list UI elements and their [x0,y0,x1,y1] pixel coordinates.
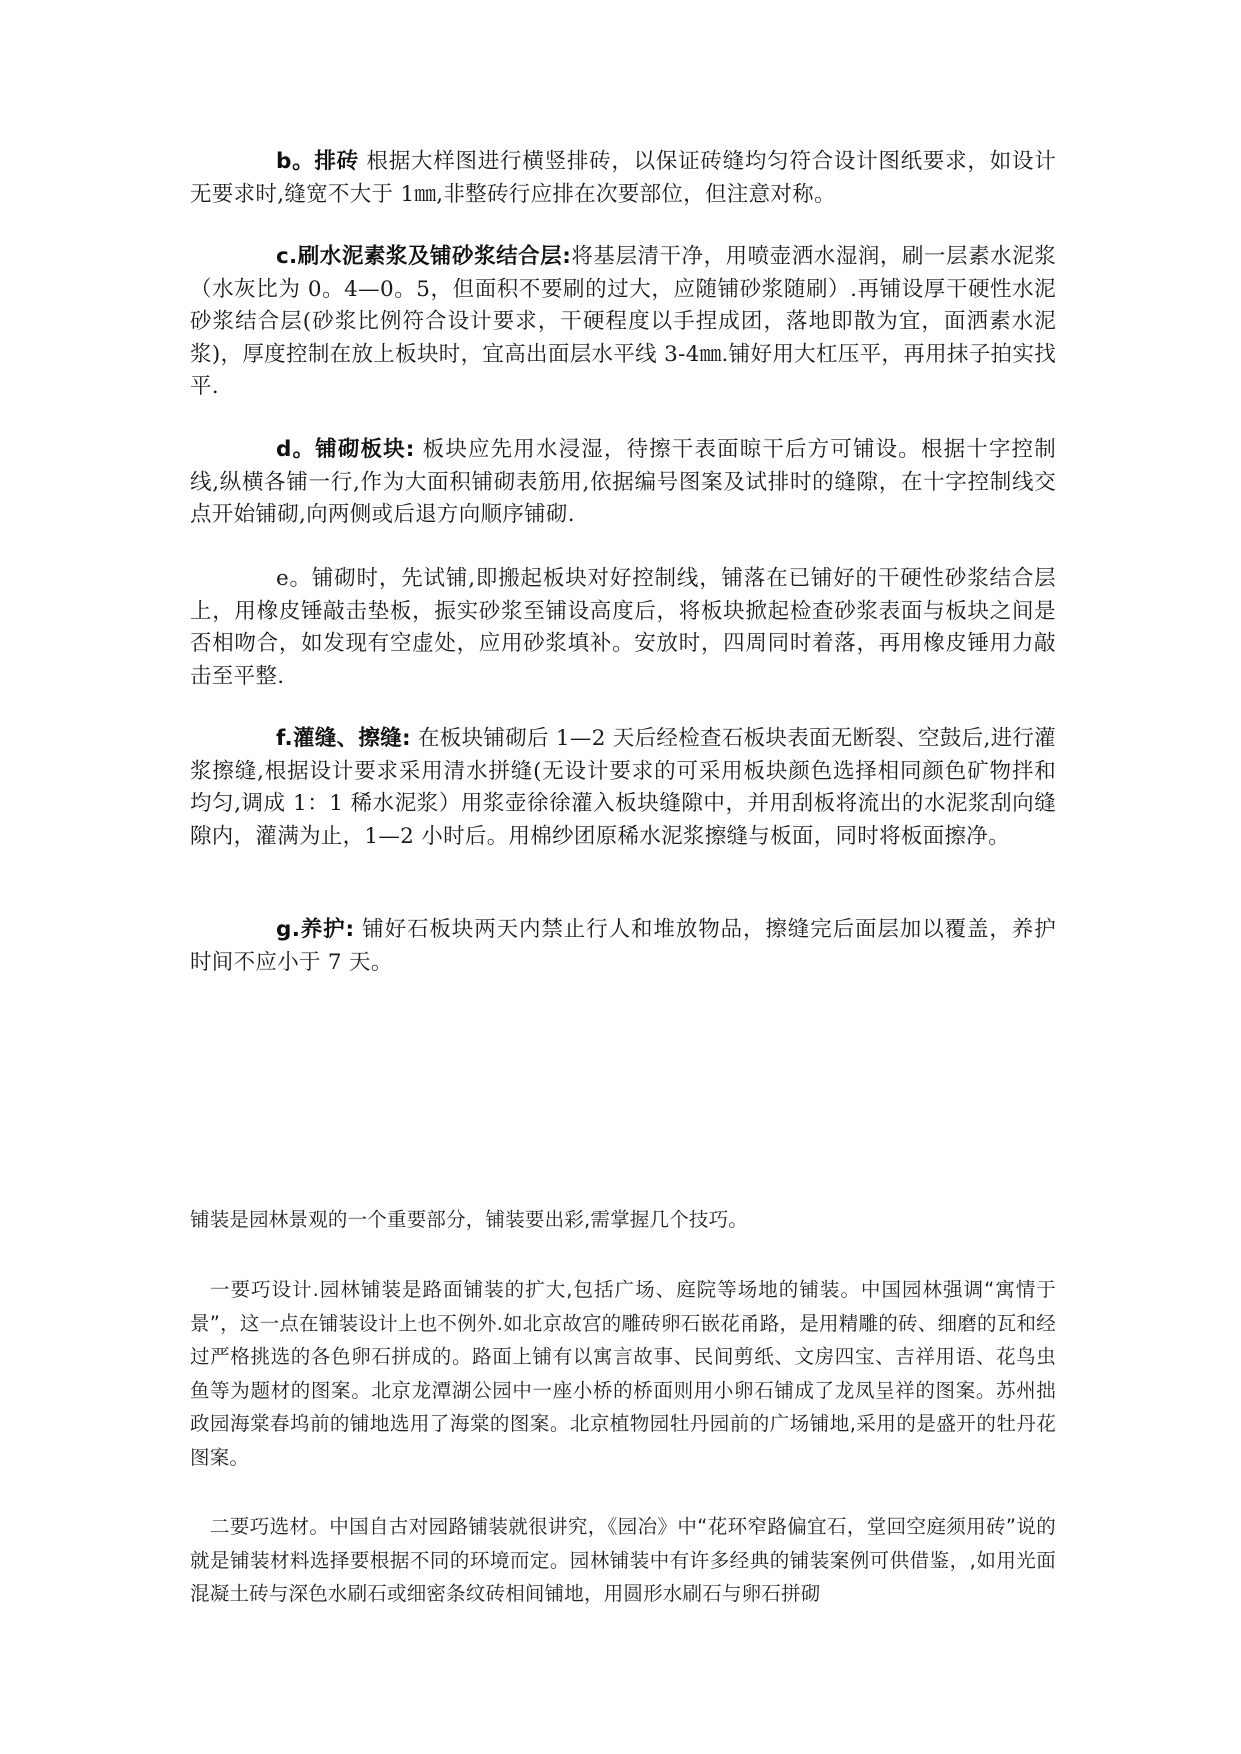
paragraph-e-text: e。铺砌时，先试铺,即搬起板块对好控制线，铺落在已铺好的干硬性砂浆结合层上，用橡皮锤敲击垫板，振实砂浆至铺设高度后，将板块掀起检查砂浆表面与板块之间是否相吻合，如发现有空虚处，应用砂浆填补。安放时，四周同时着落，再用橡皮锤用力敲击至平整. [190,566,1056,689]
paragraph-f [190,723,1056,853]
paragraph-f-text: 在板块铺砌后 1—2 天后经检查石板块表面无断裂、空鼓后,进行灌浆擦缝,根据设计要求采用清水拼缝(无设计要求的可采用板块颜色选择相同颜色矿物拌和均匀,调成 1：1 稀水泥浆）用浆壶徐徐灌入板块缝隙中，并用刮板将流出的水泥浆刮向缝隙内，灌满为止，1—2 小时后。用棉纱团原稀水泥浆擦缝与板面，同时将板面擦净。 [190,726,1056,849]
intro-paragraph: 铺装是园林景观的一个重要部分，铺装要出彩,需掌握几个技巧。 [190,1208,748,1231]
paragraph-g [190,914,1056,979]
paragraph-b-text: 根据大样图进行横竖排砖，以保证砖缝均匀符合设计图纸要求，如设计无要求时,缝宽不大于 1㎜,非整砖行应排在次要部位，但注意对称。 [190,149,1057,207]
paragraph-f-lead: f.灌缝、擦缝: [276,726,411,751]
paragraph-b [190,146,1056,211]
paragraph-d-lead: d。铺砌板块: [276,437,415,462]
paragraph-g-text: 铺好石板块两天内禁止行人和堆放物品，擦缝完后面层加以覆盖，养护时间不应小于 7 天。 [190,917,1057,975]
paragraph-c [190,241,1056,404]
paragraph-c-lead: c.刷水泥素浆及铺砂浆结合层: [276,244,572,269]
design-paragraph: 一要巧设计.园林铺装是路面铺装的扩大,包括广场、庭院等场地的铺装。中国园林强调“寓情于景”，这一点在铺装设计上也不例外.如北京故宫的雕砖卵石嵌花甬路，是用精雕的砖、细磨的瓦和经过严格挑选的各色卵石拼成的。路面上铺有以寓言故事、民间剪纸、文房四宝、吉祥用语、花鸟虫鱼等为题材的图案。北京龙潭湖公园中一座小桥的桥面则用小卵石铺成了龙凤呈祥的图案。苏州拙政园海棠春坞前的铺地选用了海棠的图案。北京植物园牡丹园前的广场铺地,采用的是盛开的牡丹花图案。 [190,1278,1056,1469]
material-paragraph: 二要巧选材。中国自古对园路铺装就很讲究，《园冶》中“花环窄路偏宜石，堂回空庭须用砖”说的就是铺装材料选择要根据不同的环境而定。园林铺装中有许多经典的铺装案例可供借鉴，,如用光面混凝土砖与深色水刷石或细密条纹砖相间铺地，用圆形水刷石与卵石拼砌 [190,1515,1056,1605]
paragraph-g-lead: g.养护: [276,917,355,942]
paragraph-c-text: 将基层清干净，用喷壶洒水湿润，刷一层素水泥浆（水灰比为 0。4—0。5，但面积不要刷的过大，应随铺砂浆随刷）.再铺设厚干硬性水泥砂浆结合层(砂浆比例符合设计要求，干硬程度以手捏成团，落地即散为宜，面洒素水泥浆)，厚度控制在放上板块时，宜高出面层水平线 3-4㎜.铺好用大杠压平，再用抹子拍实找平. [190,244,1056,399]
paragraph-b-lead: b。排砖 [276,149,359,174]
paragraph-d [190,434,1056,532]
paragraph-d-text: 板块应先用水浸湿，待擦干表面晾干后方可铺设。根据十字控制线,纵横各铺一行,作为大面积铺砌表筋用,依据编号图案及试排时的缝隙，在十字控制线交点开始铺砌,向两侧或后退方向顺序铺砌. [190,437,1056,527]
paragraph-e [190,563,1056,693]
